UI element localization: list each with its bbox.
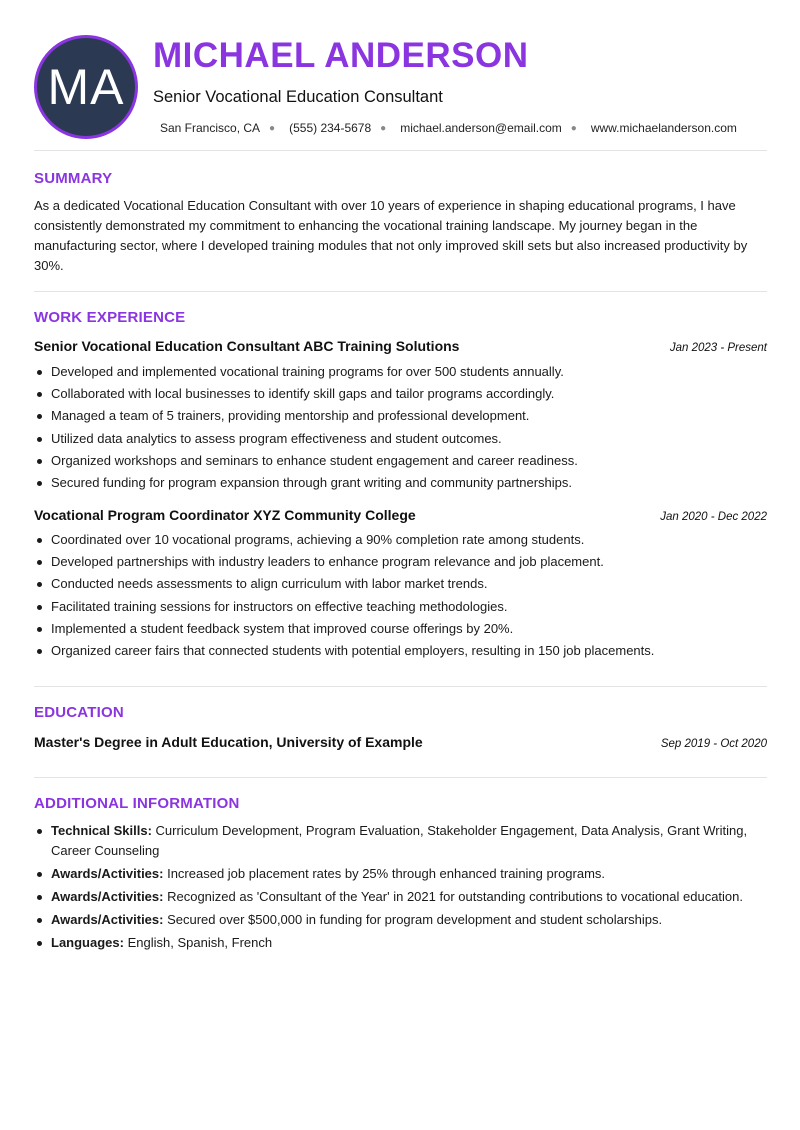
divider [34,686,767,687]
education-degree: Master's Degree in Adult Education, University of Example [34,734,423,750]
info-item [34,887,767,907]
summary-text: As a dedicated Vocational Education Consultant with over 10 years of experience in shaping educational programs, I have consistently demonstrated my commitment to enhancing the vocational training landscape. My journey began in the manufacturing sector, where I developed training modules that not only improved skill sets but also increased productivity by 30%. [34,198,748,273]
job-bullet: Collaborated with local businesses to identify skill gaps and tailor programs accordingly. [34,383,767,405]
job-bullet: Secured funding for program expansion through grant writing and community partnerships. [34,472,767,494]
contact-website[interactable]: www.michaelanderson.com [590,121,737,135]
job-bullet: Organized career fairs that connected students with potential employers, resulting in 150 job placements. [34,640,767,662]
contact-phone[interactable]: (555) 234-5678 [289,121,372,135]
job-date: Jan 2020 - Dec 2022 [660,511,767,523]
job-bullet: Conducted needs assessments to align curriculum with labor market trends. [34,573,767,595]
info-label: Technical Skills: [51,823,152,838]
avatar-initials: MA [47,59,125,115]
divider [34,777,767,778]
candidate-name: MICHAEL ANDERSON [153,36,529,75]
contact-email[interactable]: michael.anderson@email.com [400,121,562,135]
info-text: English, Spanish, French [127,934,273,950]
job-bullets [34,529,767,662]
info-text: Increased job placement rates by 25% through enhanced training programs. [167,865,606,881]
info-text: Curriculum Development, Program Evaluation, Stakeholder Engagement, Data Analysis, Grant Writing, Career Counseling [51,823,748,858]
job-role: Senior Vocational Education Consultant ABC Training Solutions [34,338,460,354]
contact-location: San Francisco, CA [160,121,261,135]
job-header [34,507,767,523]
info-item [34,821,767,860]
job-bullets [34,361,767,494]
info-item [34,864,767,884]
job-bullet: Implemented a student feedback system that improved course offerings by 20%. [34,618,767,640]
info-label: Awards/Activities: [51,865,164,881]
separator-dot: ● [570,122,577,134]
work-experience-heading: WORK EXPERIENCE [34,309,186,326]
job-bullet: Organized workshops and seminars to enhance student engagement and career readiness. [34,450,767,472]
education-heading: EDUCATION [34,704,124,721]
divider [34,291,767,292]
job-bullet: Developed partnerships with industry leaders to enhance program relevance and job placement. [34,551,767,573]
avatar [34,35,138,139]
job-bullet: Managed a team of 5 trainers, providing mentorship and professional development. [34,405,767,427]
candidate-title: Senior Vocational Education Consultant [153,88,443,106]
divider [34,150,767,151]
job-header [34,338,767,354]
info-item [34,933,767,953]
info-label: Awards/Activities: [51,888,164,904]
additional-info-list [34,821,767,956]
summary-heading: SUMMARY [34,170,113,187]
info-text: Secured over $500,000 in funding for program development and student scholarships. [167,911,663,927]
job-bullet: Coordinated over 10 vocational programs, achieving a 90% completion rate among students. [34,529,767,551]
separator-dot: ● [269,122,276,134]
separator-dot: ● [380,122,387,134]
job-date: Jan 2023 - Present [669,342,767,354]
education-entry [34,734,767,750]
info-text: Recognized as 'Consultant of the Year' in 2021 for outstanding contributions to vocational education. [167,888,744,904]
additional-info-heading: ADDITIONAL INFORMATION [34,795,240,812]
job-bullet: Developed and implemented vocational training programs for over 500 students annually. [34,361,767,383]
job-bullet: Facilitated training sessions for instructors on effective teaching methodologies. [34,596,767,618]
contact-bar [160,121,737,135]
info-label: Languages: [51,934,124,950]
education-date: Sep 2019 - Oct 2020 [660,738,767,750]
job-role: Vocational Program Coordinator XYZ Community College [34,507,416,523]
info-label: Awards/Activities: [51,911,164,927]
job-bullet: Utilized data analytics to assess program effectiveness and student outcomes. [34,428,767,450]
info-item [34,910,767,930]
